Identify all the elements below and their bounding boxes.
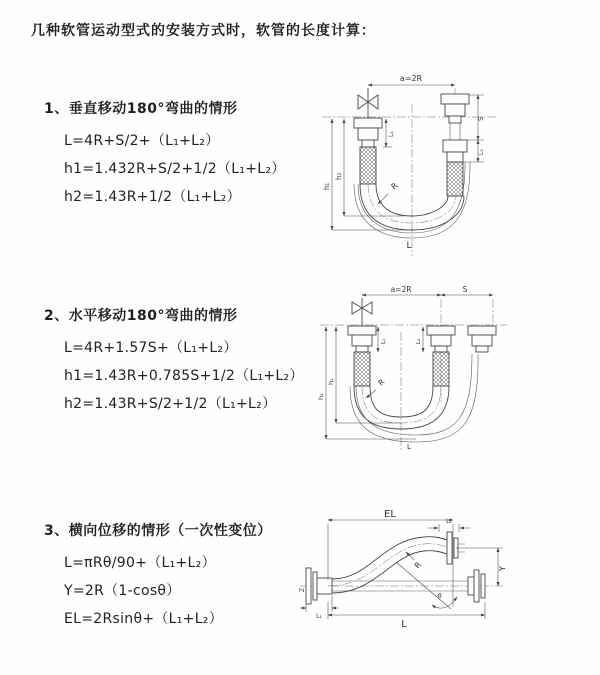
formula-line: L=4R+1.57S+（L₁+L₂）: [64, 340, 238, 356]
diagram-vertical-180-bend: [308, 66, 558, 268]
centerlines: [320, 299, 507, 450]
section-1: [44, 98, 286, 211]
hose-end-left: [348, 326, 376, 386]
dimension-labels: [299, 509, 507, 630]
dim-label-el: EL: [384, 509, 396, 520]
dimension-lines: [326, 295, 493, 439]
dim-label-l1: L₁: [381, 338, 387, 344]
section-1-heading: 1、垂直移动180°弯曲的情形: [44, 101, 238, 117]
section-3-heading: 3、横向位移的情形（一次性变位）: [44, 523, 272, 539]
formula-line: L=4R+S/2+（L₁+L₂）: [64, 133, 220, 149]
formula-line: EL=2Rsinθ+（L₁+L₂）: [64, 611, 224, 627]
formula-line: h2=1.43R+1/2（L₁+L₂）: [64, 189, 241, 205]
angle-label: θ: [438, 593, 442, 600]
dim-label-h1: h₁: [317, 393, 325, 400]
dimension-lines: [299, 520, 503, 619]
section-2-formulas: [64, 334, 304, 418]
hose-end-left: [354, 118, 382, 184]
formula-line: h1=1.432R+S/2+1/2（L₁+L₂）: [64, 161, 286, 177]
dim-label-a2r: a=2R: [399, 74, 423, 83]
formula-line: h1=1.43R+0.785S+1/2（L₁+L₂）: [64, 368, 304, 384]
dim-label-h2: h₂: [327, 378, 335, 385]
section-3-formulas: [64, 549, 272, 633]
section-1-formulas: [64, 127, 286, 211]
dim-label-y: Y: [498, 566, 507, 571]
formula-line: Y=2R（1-cosθ）: [64, 583, 181, 599]
dim-label-a2r: a=2R: [390, 285, 412, 294]
radius-label: R: [412, 560, 424, 571]
valve-icon: [352, 298, 372, 326]
section-2: [44, 305, 304, 418]
dim-label-l2: L₂: [478, 149, 485, 155]
dim-label-l1: L₁: [388, 131, 395, 137]
hose-end-middle: [427, 326, 455, 386]
dim-label-s: S: [462, 285, 468, 294]
page-title: 几种软管运动型式的安装方式时，软管的长度计算：: [31, 23, 376, 39]
diagram-2-svg: [312, 282, 552, 454]
dim-label-h1: h₁: [323, 182, 331, 190]
length-label: L: [401, 619, 407, 630]
dim-label-l2: L₂: [416, 338, 422, 344]
dim-label-h2: h₂: [335, 172, 343, 180]
diagram-horizontal-180-bend: [312, 282, 552, 458]
radius-label: R: [389, 181, 400, 192]
dim-label-l2: L₂: [446, 518, 452, 525]
section-2-heading: 2、水平移动180°弯曲的情形: [44, 308, 238, 324]
diagram-1-svg: [308, 66, 558, 264]
centerlines: [322, 88, 498, 256]
formula-line: L=πRθ/90+（L₁+L₂）: [64, 555, 216, 571]
length-label: L: [407, 443, 411, 451]
length-label: L: [406, 241, 412, 251]
hose-end-right: [441, 94, 469, 196]
dim-label-l1: L₁: [316, 613, 322, 620]
hose-end-right-moved: [468, 326, 496, 352]
formula-line: h2=1.43R+S/2+1/2（L₁+L₂）: [64, 396, 277, 412]
diagram-lateral-displacement: [298, 502, 598, 651]
dim-label-s: S: [477, 116, 485, 121]
radius-label: R: [376, 377, 387, 388]
axis-mark: Z: [299, 587, 306, 592]
section-3: [44, 520, 272, 633]
diagram-3-svg: [298, 502, 598, 647]
